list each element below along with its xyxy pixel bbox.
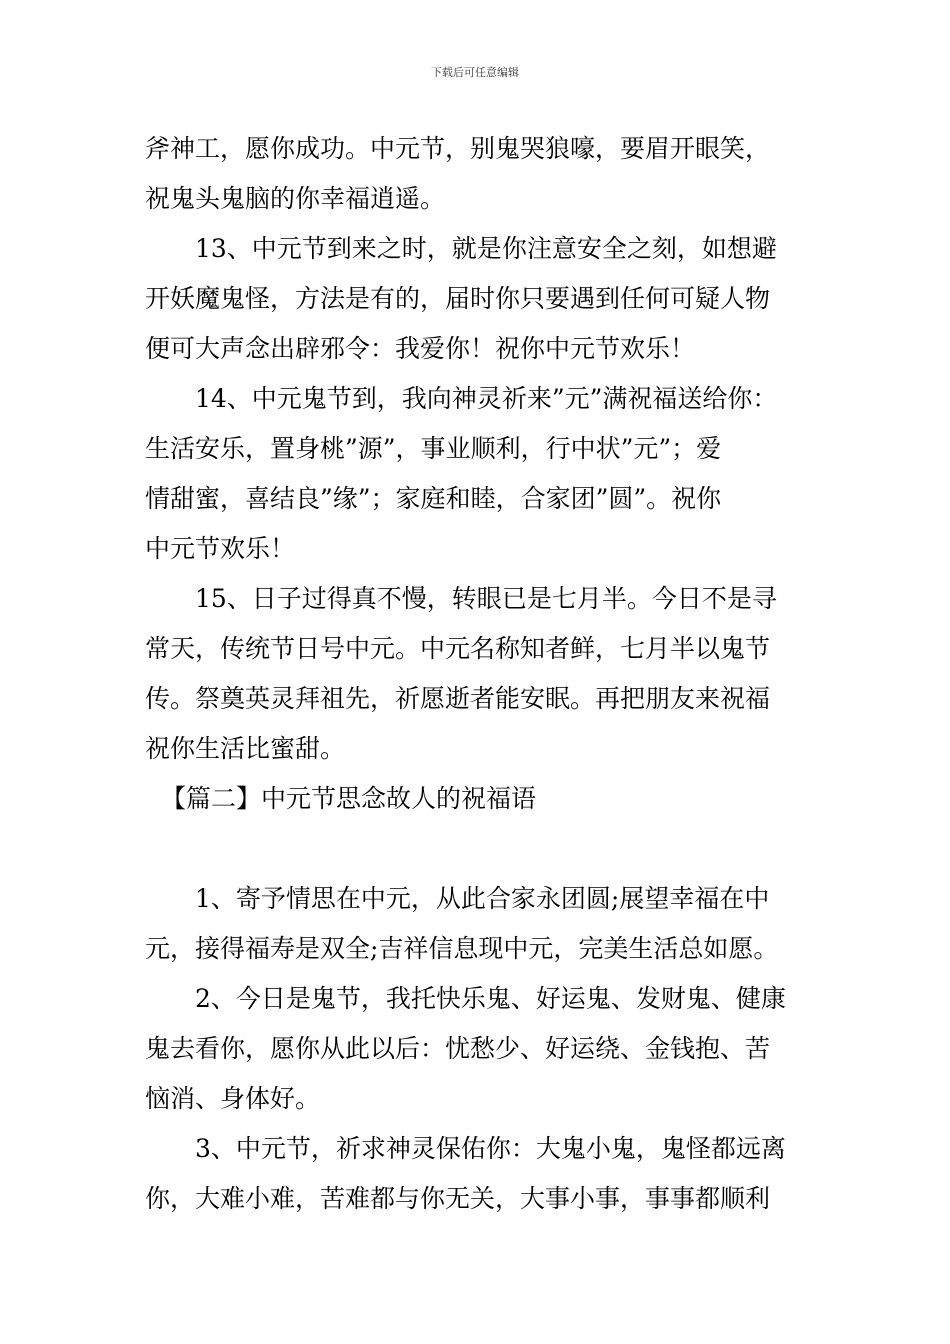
text-line: 传。祭奠英灵拜祖先，祈愿逝者能安眠。再把朋友来祝福 (145, 684, 771, 713)
paragraph-13-start: 13、中元节到来之时，就是你注意安全之刻，如想避 (195, 234, 777, 263)
paragraph-15-start: 15、日子过得真不慢，转眼已是七月半。今日不是寻 (195, 584, 777, 613)
paragraph-14-start: 14、中元鬼节到，我向神灵祈来”元”满祝福送给你： (195, 384, 778, 413)
text-line: 便可大声念出辟邪令：我爱你！祝你中元节欢乐！ (145, 334, 696, 363)
paragraph-1-start: 1、寄予情思在中元，从此合家永团圆;展望幸福在中 (195, 884, 770, 913)
paragraph-3-start: 3、中元节，祈求神灵保佑你：大鬼小鬼，鬼怪都远离 (195, 1134, 786, 1163)
document-body (145, 124, 815, 1224)
text-line: 斧神工，愿你成功。中元节，别鬼哭狼嚎，要眉开眼笑， (145, 134, 771, 163)
text-line: 鬼去看你，愿你从此以后：忧愁少、好运绕、金钱抱、苦 (145, 1034, 771, 1063)
page-header: 下载后可任意编辑 (431, 66, 519, 79)
text-line: 你，大难小难，苦难都与你无关，大事小事，事事都顺利 (145, 1184, 771, 1213)
text-line: 祝鬼头鬼脑的你幸福逍遥。 (145, 184, 446, 213)
blank-line (145, 824, 815, 874)
text-line: 恼消、身体好。 (145, 1084, 321, 1113)
paragraph-2-start: 2、今日是鬼节，我托快乐鬼、好运鬼、发财鬼、健康 (195, 984, 786, 1013)
text-line: 开妖魔鬼怪，方法是有的，届时你只要遇到任何可疑人物 (145, 284, 771, 313)
text-line: 祝你生活比蜜甜。 (145, 734, 346, 763)
section-heading: 【篇二】中元节思念故人的祝福语 (161, 784, 537, 813)
text-line: 元，接得福寿是双全;吉祥信息现中元，完美生活总如愿。 (145, 934, 779, 963)
text-line: 常天，传统节日号中元。中元名称知者鲜，七月半以鬼节 (145, 634, 771, 663)
text-line: 中元节欢乐！ (145, 534, 296, 563)
text-line: 生活安乐，置身桃”源”，事业顺利，行中状”元”；爱 (145, 434, 722, 463)
text-line: 情甜蜜，喜结良”缘”；家庭和睦，合家团”圆”。祝你 (145, 484, 722, 513)
